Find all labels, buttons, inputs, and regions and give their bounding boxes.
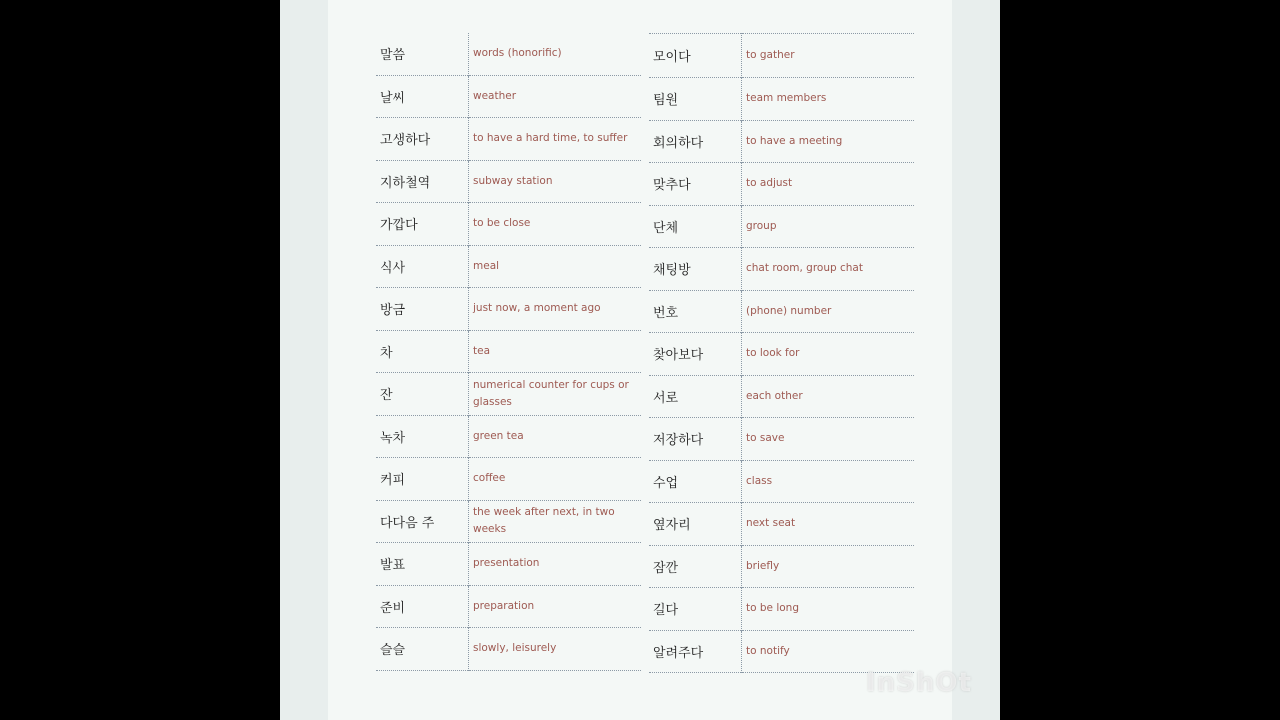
vocab-row <box>376 75 641 118</box>
korean-word: 회의하다 <box>649 120 742 163</box>
english-meaning: presentation <box>473 557 540 570</box>
english-meaning: team members <box>746 92 827 105</box>
english-meaning: to adjust <box>746 177 793 190</box>
english-meaning: each other <box>746 389 803 402</box>
vocab-row <box>376 288 641 331</box>
vocab-row <box>376 585 641 628</box>
vocab-row <box>649 588 914 631</box>
english-meaning: to gather <box>746 49 795 61</box>
vocab-row <box>376 160 641 203</box>
english-meaning: to save <box>746 432 785 445</box>
vocab-row <box>376 330 641 373</box>
english-meaning: next seat <box>746 517 796 530</box>
vocab-row <box>376 203 641 246</box>
inshot-watermark: InShOt <box>866 668 972 698</box>
korean-word: 옆자리 <box>649 503 742 546</box>
english-meaning: to be close <box>473 217 531 230</box>
korean-word: 모이다 <box>649 34 742 78</box>
vocab-row <box>649 418 914 461</box>
english-meaning: words (honorific) <box>473 47 562 60</box>
vocab-row <box>649 163 914 206</box>
english-meaning: the week after next, in two weeks <box>473 506 615 536</box>
english-meaning: just now, a moment ago <box>473 302 601 315</box>
english-meaning: to notify <box>746 644 790 657</box>
english-meaning: weather <box>473 89 517 102</box>
korean-word: 번호 <box>649 290 742 333</box>
korean-word: 수업 <box>649 460 742 503</box>
korean-word: 말씀 <box>376 33 469 75</box>
english-meaning: to look for <box>746 347 800 360</box>
document-page-frame <box>280 0 1000 720</box>
vocab-row <box>649 248 914 291</box>
english-meaning: preparation <box>473 599 535 612</box>
korean-word: 단체 <box>649 205 742 248</box>
english-meaning: meal <box>473 259 500 272</box>
korean-word: 서로 <box>649 375 742 418</box>
english-meaning: coffee <box>473 472 506 485</box>
vocab-row <box>376 118 641 161</box>
vocab-row <box>376 458 641 501</box>
english-meaning: to be long <box>746 602 800 615</box>
korean-word: 길다 <box>649 588 742 631</box>
vocabulary-table-left <box>376 33 641 671</box>
vocab-row <box>376 33 641 75</box>
korean-word: 식사 <box>376 245 469 288</box>
vocab-row <box>649 460 914 503</box>
vocab-row <box>649 503 914 546</box>
korean-word: 다다음 주 <box>376 500 469 543</box>
vocab-row <box>376 628 641 671</box>
english-meaning: subway station <box>473 174 553 187</box>
korean-word: 가깝다 <box>376 203 469 246</box>
english-meaning: class <box>746 474 773 487</box>
vocab-row <box>376 373 641 416</box>
korean-word: 커피 <box>376 458 469 501</box>
english-meaning: chat room, group chat <box>746 262 863 275</box>
korean-word: 녹차 <box>376 415 469 458</box>
vocab-row <box>376 245 641 288</box>
vocab-row <box>649 630 914 673</box>
korean-word: 발표 <box>376 543 469 586</box>
vocab-row <box>649 120 914 163</box>
english-meaning: (phone) number <box>746 304 832 317</box>
english-meaning: tea <box>473 344 491 357</box>
english-meaning: numerical counter for cups or glasses <box>473 378 629 408</box>
korean-word: 방금 <box>376 288 469 331</box>
korean-word: 잠깐 <box>649 545 742 588</box>
vocab-row <box>649 78 914 121</box>
english-meaning: briefly <box>746 559 780 572</box>
korean-word: 슬슬 <box>376 628 469 671</box>
vocab-row <box>649 545 914 588</box>
vocab-row <box>376 543 641 586</box>
vocab-row <box>376 500 641 543</box>
vocab-row <box>649 290 914 333</box>
english-meaning: to have a hard time, to suffer <box>473 132 628 145</box>
korean-word: 팀원 <box>649 78 742 121</box>
korean-word: 찾아보다 <box>649 333 742 376</box>
korean-word: 고생하다 <box>376 118 469 161</box>
korean-word: 차 <box>376 330 469 373</box>
korean-word: 저장하다 <box>649 418 742 461</box>
english-meaning: slowly, leisurely <box>473 642 557 655</box>
english-meaning: green tea <box>473 429 524 442</box>
korean-word: 지하철역 <box>376 160 469 203</box>
vocab-row <box>649 34 914 78</box>
korean-word: 준비 <box>376 585 469 628</box>
korean-word: 알려주다 <box>649 630 742 673</box>
vocab-row <box>649 205 914 248</box>
english-meaning: group <box>746 219 777 232</box>
vocabulary-table-right <box>649 33 914 673</box>
vocab-row <box>376 415 641 458</box>
vocab-row <box>649 375 914 418</box>
korean-word: 채팅방 <box>649 248 742 291</box>
korean-word: 잔 <box>376 373 469 416</box>
korean-word: 날씨 <box>376 75 469 118</box>
korean-word: 맞추다 <box>649 163 742 206</box>
vocab-row <box>649 333 914 376</box>
english-meaning: to have a meeting <box>746 134 843 147</box>
